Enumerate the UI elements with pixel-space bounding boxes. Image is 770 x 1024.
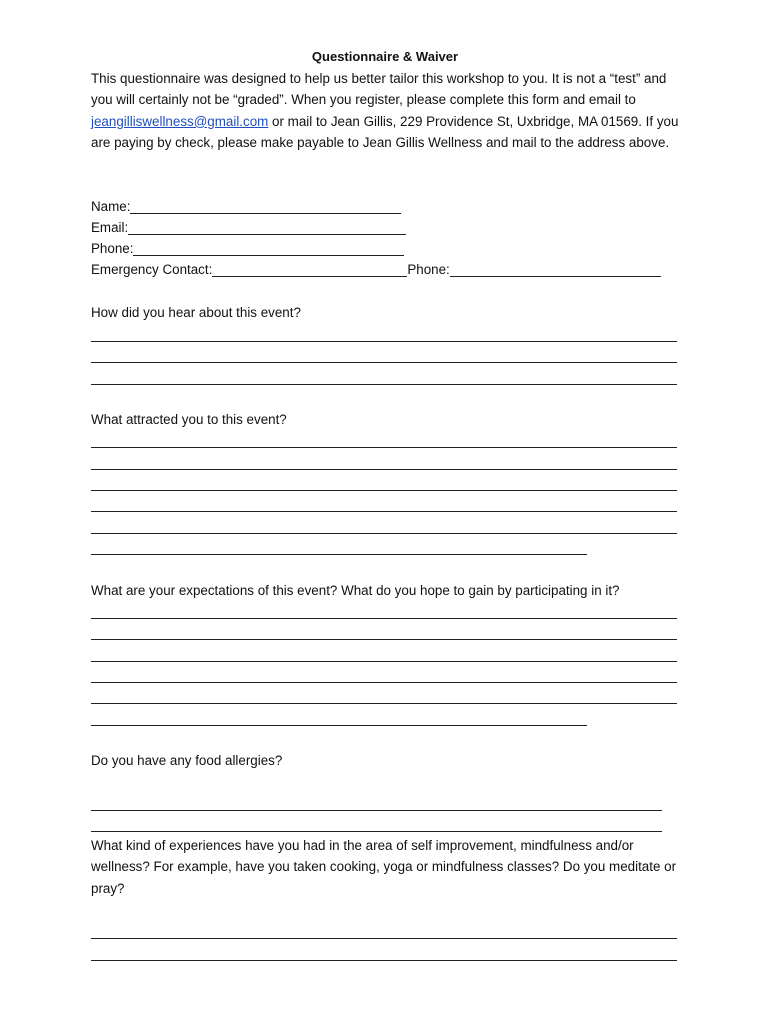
answer-line[interactable] <box>91 618 677 619</box>
answer-line[interactable] <box>91 490 677 491</box>
phone-blank[interactable] <box>133 240 404 256</box>
answer-line[interactable] <box>91 362 677 363</box>
question-attracted: What attracted you to this event? <box>91 412 287 427</box>
question-food-allergies: Do you have any food allergies? <box>91 753 283 768</box>
answer-line[interactable] <box>91 554 587 555</box>
question-expectations: What are your expectations of this event? What do you hope to gain by participating in it? <box>91 583 620 598</box>
answer-line[interactable] <box>91 831 662 832</box>
answer-line[interactable] <box>91 725 587 726</box>
name-field[interactable] <box>91 197 401 217</box>
question-hear-about: How did you hear about this event? <box>91 305 301 320</box>
emergency-phone-blank[interactable] <box>450 261 661 277</box>
answer-line[interactable] <box>91 533 677 534</box>
form-title: Questionnaire & Waiver <box>311 49 459 64</box>
emergency-contact-label: Emergency Contact: <box>91 262 213 277</box>
name-label: Name: <box>91 199 131 214</box>
phone-label: Phone: <box>91 241 134 256</box>
answer-line[interactable] <box>91 447 677 448</box>
answer-line[interactable] <box>91 511 677 512</box>
answer-line[interactable] <box>91 810 662 811</box>
answer-line[interactable] <box>91 703 677 704</box>
name-blank[interactable] <box>130 198 401 214</box>
answer-line[interactable] <box>91 469 677 470</box>
intro-paragraph <box>91 68 681 154</box>
emergency-phone-label: Phone: <box>407 262 450 277</box>
email-link[interactable]: jeangilliswellness@gmail.com <box>91 113 269 129</box>
answer-line[interactable] <box>91 384 677 385</box>
intro-text-2: or mail to Jean Gillis, 229 Providence St, Uxbridge, MA 01569. If you are paying by check, please make payable to Jean Gillis Wellness and mail to the address above. <box>91 113 679 151</box>
email-field[interactable] <box>91 218 406 238</box>
phone-field[interactable] <box>91 239 404 259</box>
emergency-contact-field[interactable] <box>91 260 661 280</box>
question-experiences: What kind of experiences have you had in the area of self improvement, mindfulness and/or wellness? For example, have you taken cooking, yoga or mindfulness classes? Do you meditate or pray? <box>91 838 677 896</box>
answer-line[interactable] <box>91 661 677 662</box>
answer-line[interactable] <box>91 682 677 683</box>
answer-line[interactable] <box>91 341 677 342</box>
answer-line[interactable] <box>91 938 677 939</box>
email-label: Email: <box>91 220 129 235</box>
email-blank[interactable] <box>128 219 406 235</box>
emergency-contact-blank[interactable] <box>212 261 407 277</box>
answer-line[interactable] <box>91 960 677 961</box>
intro-text-1: This questionnaire was designed to help us better tailor this workshop to you. It is not a “test” and you will certainly not be “graded”. When you register, please complete this form and email to <box>91 71 667 108</box>
answer-line[interactable] <box>91 639 677 640</box>
